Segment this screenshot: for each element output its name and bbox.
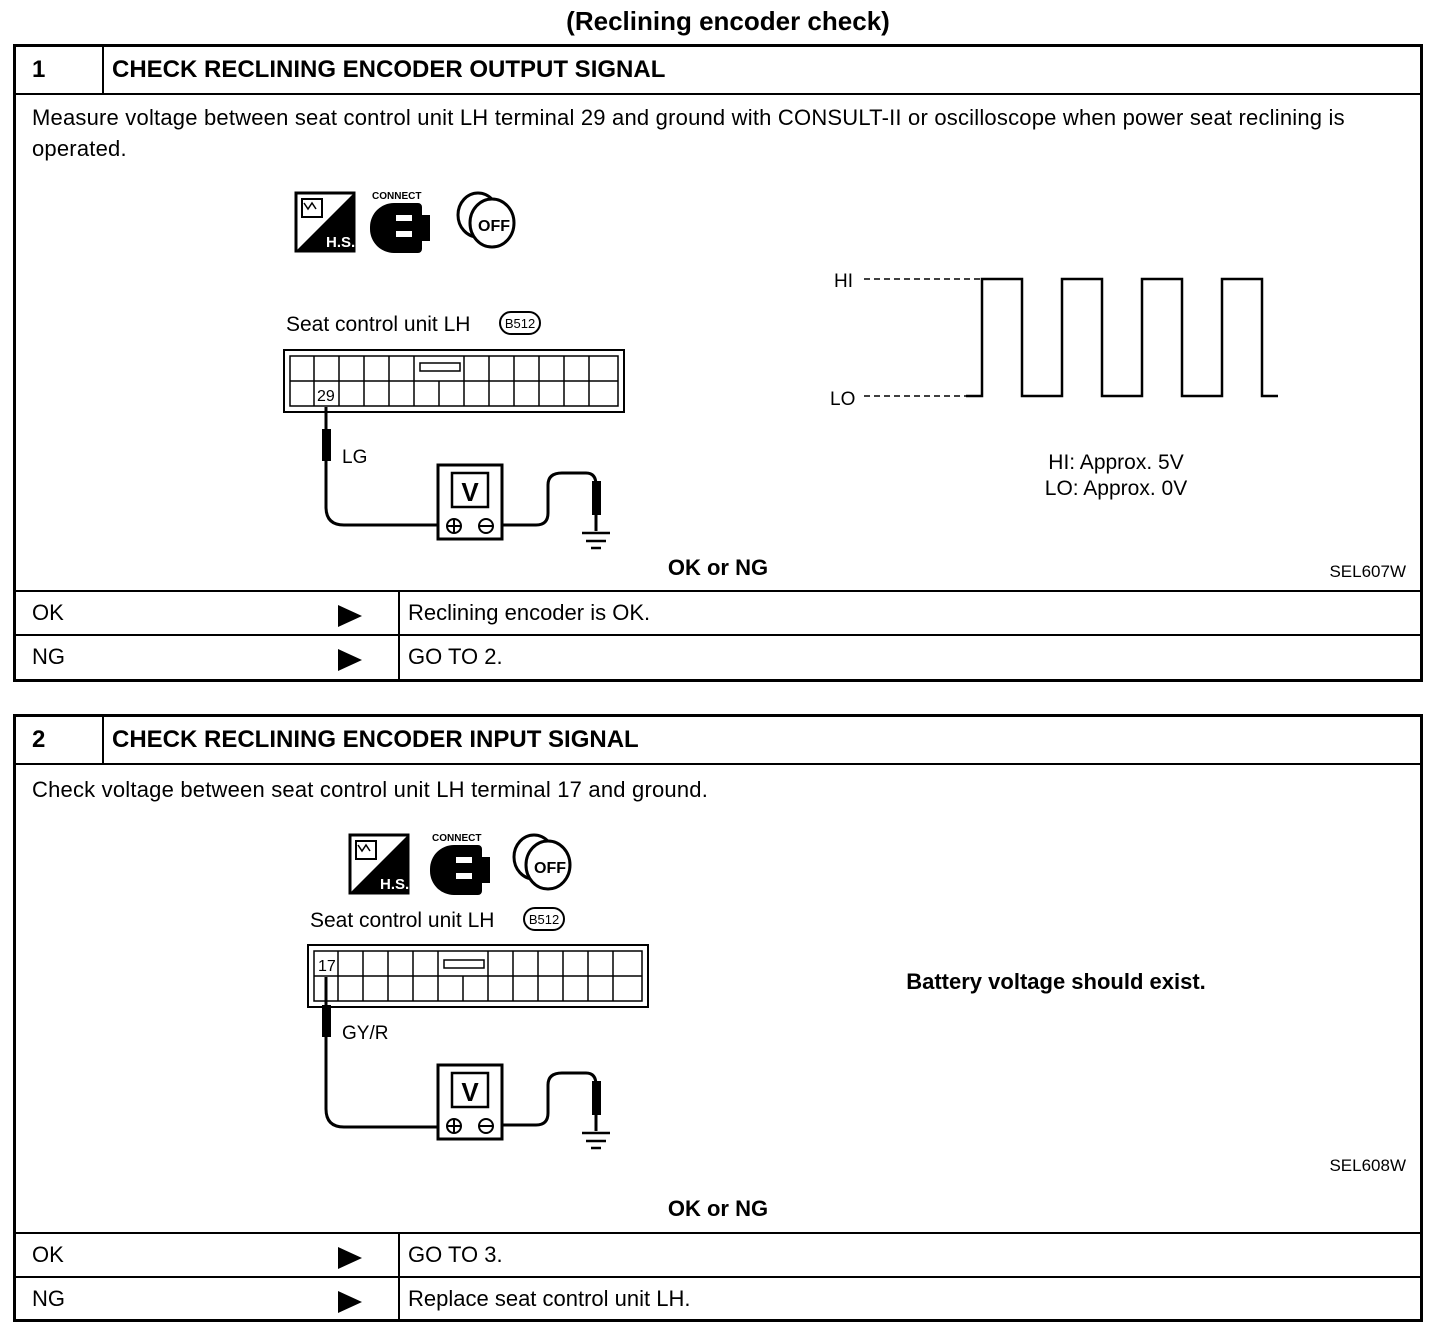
hs-icon: [296, 193, 355, 251]
result-action: GO TO 2.: [408, 644, 503, 669]
key-off-icon: [458, 193, 514, 247]
result-divider: [398, 636, 400, 681]
probe-positive: [322, 429, 331, 461]
connector-id: B512: [528, 912, 560, 927]
connect-icon: [430, 833, 490, 895]
meter-label: V: [461, 1077, 479, 1107]
probe-negative: [592, 1081, 601, 1115]
step-header: [16, 47, 1420, 95]
step-1: [13, 44, 1423, 682]
step-number: 2: [16, 717, 104, 763]
connector-label: Seat control unit LH: [286, 313, 471, 336]
pulse-train: [966, 279, 1278, 396]
off-label: OFF: [534, 860, 566, 877]
result-row-ok: [16, 1232, 1420, 1278]
probe-positive: [322, 1005, 331, 1037]
hs-label: H.S.: [380, 876, 410, 893]
connector-id-badge: [524, 908, 564, 930]
result-divider: [398, 1278, 400, 1321]
arrow-right-icon: [338, 605, 362, 627]
figure-id: SEL608W: [1329, 1156, 1406, 1175]
ground-symbol: [582, 533, 610, 548]
hs-icon: [350, 835, 409, 893]
ground-lead: [502, 1073, 596, 1131]
arrow-right-icon: [338, 1291, 362, 1313]
result-label: NG: [32, 644, 65, 669]
voltmeter: [438, 1065, 502, 1139]
result-action: GO TO 3.: [408, 1242, 503, 1267]
connect-label: CONNECT: [432, 833, 482, 844]
step-instruction: Measure voltage between seat control unit LH terminal 29 and ground with CONSULT-II or oscilloscope when power seat reclining is operated.: [32, 105, 1345, 161]
key-off-icon: [514, 835, 570, 889]
result-action: Reclining encoder is OK.: [408, 600, 651, 625]
hi-label: HI: [834, 271, 853, 292]
connector-id-badge: [500, 312, 540, 334]
result-action: Replace seat control unit LH.: [408, 1286, 691, 1311]
figure-id: SEL607W: [1329, 562, 1406, 581]
connector-label: Seat control unit LH: [310, 909, 495, 932]
terminal-number: 17: [318, 958, 336, 975]
hs-label: H.S.: [326, 234, 356, 251]
connector: [284, 350, 624, 412]
okng-title: OK or NG: [667, 1196, 769, 1221]
meter-label: V: [461, 477, 479, 507]
step-instruction: Check voltage between seat control unit LH terminal 17 and ground.: [32, 777, 709, 802]
step-2: [13, 714, 1423, 1322]
arrow-right-icon: [338, 1247, 362, 1269]
result-row-ok: [16, 590, 1420, 636]
result-row-ng: [16, 1276, 1420, 1321]
spec-text: Battery voltage should exist.: [906, 969, 1206, 994]
okng-title: OK or NG: [667, 555, 769, 580]
step-title: CHECK RECLINING ENCODER INPUT SIGNAL: [112, 726, 639, 753]
result-label: NG: [32, 1286, 65, 1311]
result-label: OK: [32, 600, 64, 625]
connector-id: B512: [504, 316, 536, 331]
off-label: OFF: [478, 218, 510, 235]
connector: [308, 945, 648, 1007]
result-row-ng: [16, 634, 1420, 681]
spec-line: LO: Approx. 0V: [1044, 477, 1188, 500]
probe-negative: [592, 481, 601, 515]
result-divider: [398, 1234, 400, 1278]
connect-label: CONNECT: [372, 191, 422, 202]
spec-line: HI: Approx. 5V: [1048, 451, 1184, 474]
step-header: [16, 717, 1420, 765]
ground-symbol: [582, 1133, 610, 1148]
wire-color: GY/R: [342, 1023, 389, 1044]
wire-color: LG: [342, 447, 368, 468]
result-label: OK: [32, 1242, 64, 1267]
step-title: CHECK RECLINING ENCODER OUTPUT SIGNAL: [112, 56, 666, 83]
terminal-number: 29: [317, 388, 335, 405]
connect-icon: [370, 191, 430, 253]
arrow-right-icon: [338, 649, 362, 671]
step-number: 1: [16, 47, 104, 93]
voltmeter: [438, 465, 502, 539]
result-divider: [398, 592, 400, 636]
lo-label: LO: [830, 389, 856, 410]
waveform: [830, 271, 1278, 410]
ground-lead: [502, 473, 596, 531]
page-title: (Reclining encoder check): [566, 6, 890, 36]
